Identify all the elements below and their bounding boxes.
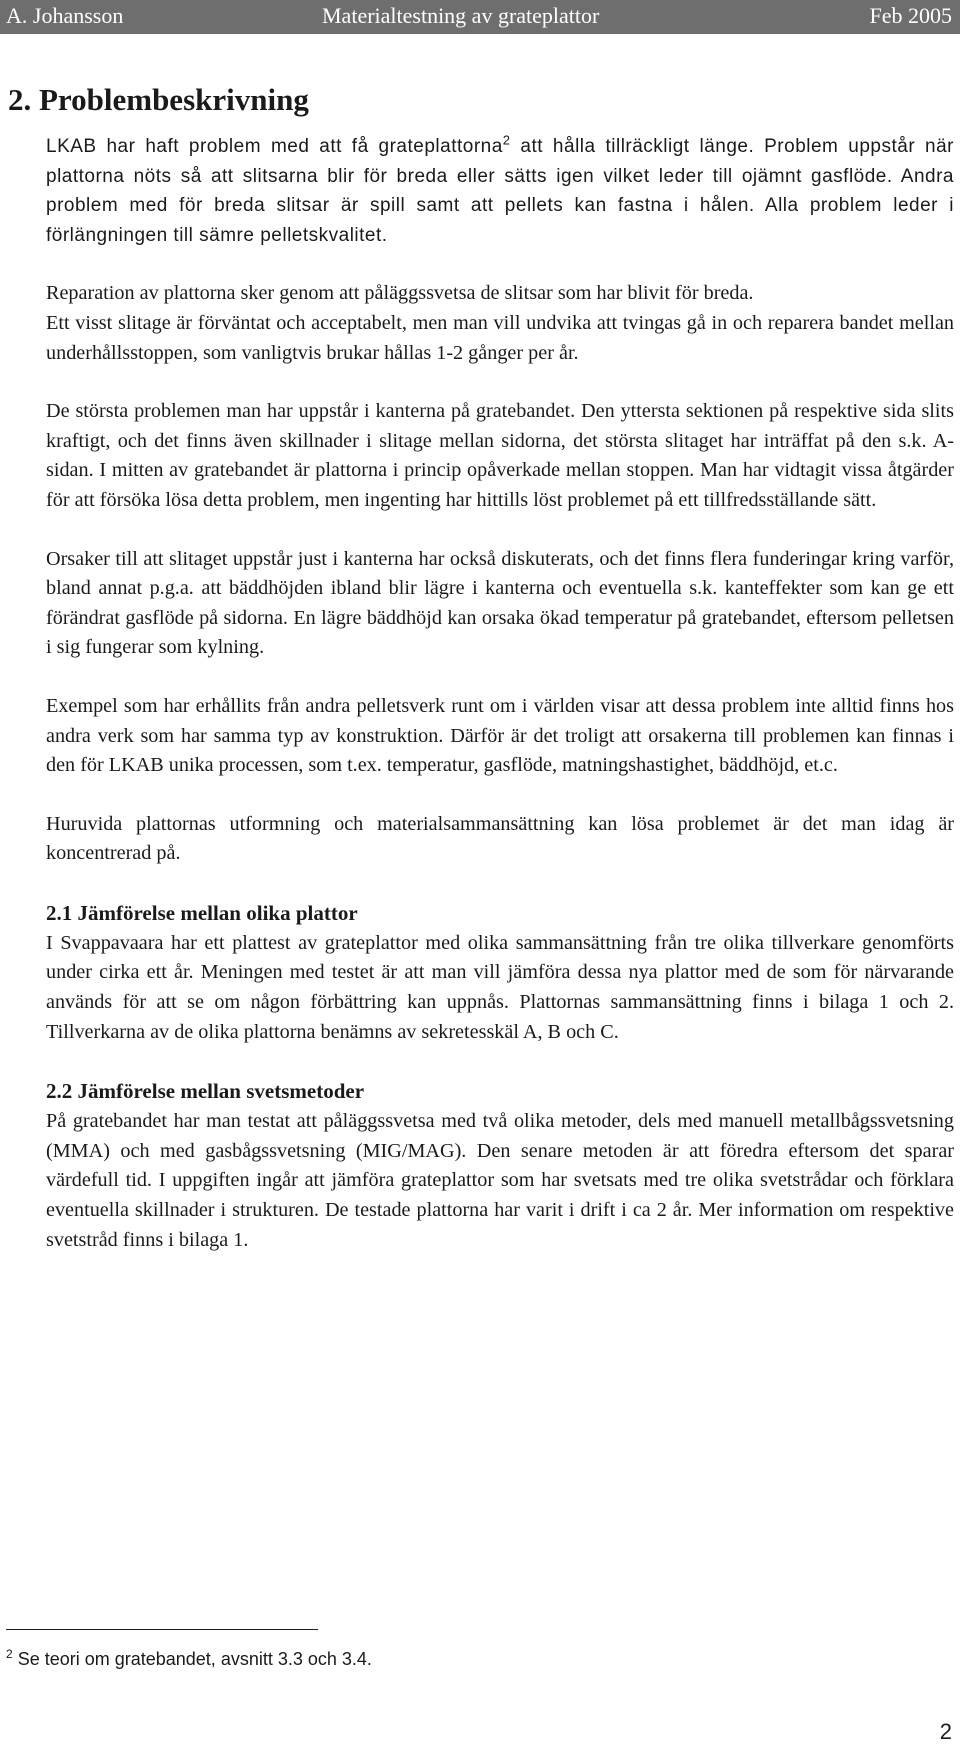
footnote-text: Se teori om gratebandet, avsnitt 3.3 och 3.4. xyxy=(12,1649,372,1669)
paragraph-plate-comparison: I Svappavaara har ett plattest av grateplattor med olika sammansättning från tre olika tillverkare genomförts under cirka ett år. Meningen med testet är att man vill jämföra dessa nya plattor med de som för närvarande används för att se om någon förbättring kan uppnås. Plattornas sammansättning finns i bilaga 1 och 2. Tillverkarna av de olika plattorna benämns av sekretesskäl A, B och C. xyxy=(46,931,954,1043)
paragraph-intro: LKAB har haft problem med att få grateplattorna$^2$ att hålla tillräckligt länge. Problem uppstår när plattorna nöts så att slitsarna blir för breda eller sätts igen vilket leder till ojämnt gasflöde. Andra problem med för breda slitsar är spill samt att pellets kan fastna i hålen. Alla problem leder i förlängningen till sämre pelletskvalitet. xyxy=(46,132,954,246)
paragraph-causes: Orsaker till att slitaget uppstår just i kanterna har också diskuterats, och det finns flera funderingar kring varför, bland annat p.g.a. att bäddhöjden ibland blir lägre i kanterna och eventuella s.k. kanteffekter som kan ge ett förändrat gasflöde på sidorna. En lägre bäddhöjd kan orsaka ökad temperatur på gratebandet, eftersom pelletsen i sig fungerar som kylning. xyxy=(46,547,954,659)
footnote-marker: 2 xyxy=(6,1647,13,1661)
paragraph-weld-comparison: På gratebandet har man testat att påläggssvetsa med två olika metoder, dels med manuell metallbågssvetsning (MMA) och med gasbågssvetsning (MIG/MAG). Den senare metoden är att föredra eftersom det sparar värdefull tid. I uppgiften ingår att jämföra grateplattor som har svetsats med tre olika svetstrådar och förklara eventuella skillnader i strukturen. De testade plattorna har varit i drift i ca 2 år. Mer information om respektive svetstråd finns i bilaga 1. xyxy=(46,1110,954,1251)
paragraph-focus: Huruvida plattornas utformning och materialsammansättning kan lösa problemet är det man idag är koncentrerad på. xyxy=(46,812,954,865)
paragraph-examples: Exempel som har erhållits från andra pelletsverk runt om i världen visar att dessa problem inte alltid finns hos andra verk som har samma typ av konstruktion. Därför är det troligt att orsakerna till problemen kan finnas i den för LKAB unika processen, som t.ex. temperatur, gasflöde, matningshastighet, bäddhöjd, et.c. xyxy=(46,694,954,777)
paragraph-wear: Ett visst slitage är förväntat och acceptabelt, men man vill undvika att tvingas gå in och reparera bandet mellan underhållsstoppen, som vanligtvis brukar hållas 1-2 gånger per år. xyxy=(46,311,954,364)
page-header xyxy=(0,0,960,34)
section-heading: 2. Problembeskrivning xyxy=(8,82,309,117)
header-date: Feb 2005 xyxy=(869,3,952,28)
paragraph-repair: Reparation av plattorna sker genom att påläggssvetsa de slitsar som har blivit för breda. xyxy=(46,282,754,305)
subsection-heading-2-2: 2.2 Jämförelse mellan svetsmetoder xyxy=(46,1079,365,1104)
header-title: Materialtestning av grateplattor xyxy=(322,3,600,28)
footnote-divider xyxy=(6,1629,318,1630)
page-number: 2 xyxy=(939,1719,952,1744)
subsection-heading-2-1: 2.1 Jämförelse mellan olika plattor xyxy=(46,900,358,925)
footnote xyxy=(6,1649,372,1670)
footnote-ref[interactable]: 2 xyxy=(502,132,511,148)
header-author: A. Johansson xyxy=(6,3,124,28)
document-body xyxy=(8,80,954,1255)
paragraph-edges: De största problemen man har uppstår i kanterna på gratebandet. Den yttersta sektionen på respektive sida slits kraftigt, och det finns även skillnader i slitage mellan sidorna, det största slitaget har inträffat på den s.k. A-sidan. I mitten av gratebandet är plattorna i princip opåverkade mellan stoppen. Man har vidtagit vissa åtgärder för att försöka lösa detta problem, men ingenting har hittills löst problemet på ett tillfredsställande sätt. xyxy=(46,400,954,511)
